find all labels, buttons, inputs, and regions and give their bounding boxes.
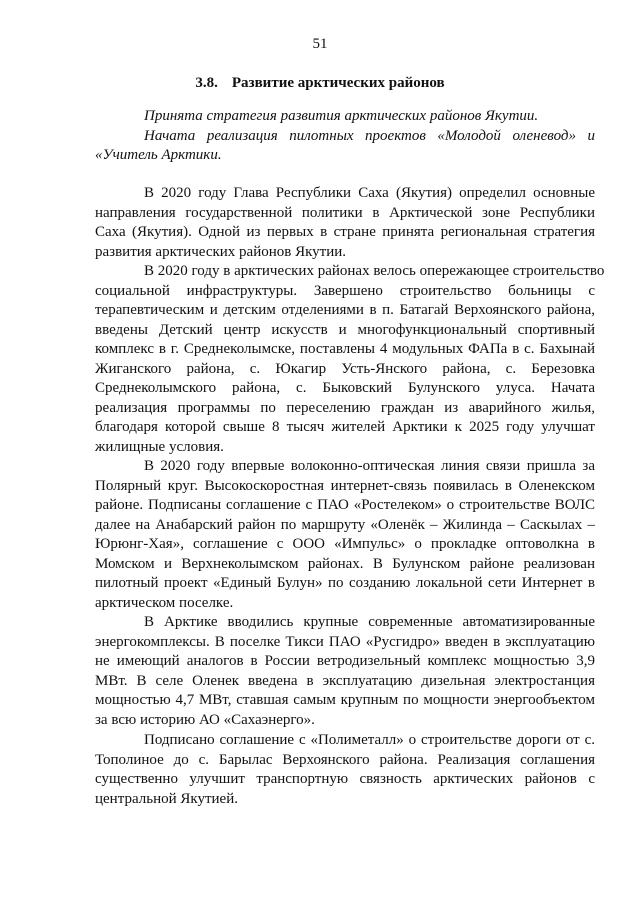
paragraph-line: существенно улучшит транспортную связность арктических районов с <box>95 771 595 787</box>
paragraph-line: Подписано соглашение с «Полиметалл» о строительстве дороги от с. <box>144 732 595 748</box>
paragraph-line: Саха (Якутия). Одной из первых в стране принята региональная стратегия <box>95 224 595 240</box>
summary-line: Принята стратегия развития арктических районов Якутии. <box>144 108 539 124</box>
paragraph-line: социальной инфраструктуры. Завершено строительство больницы с <box>95 282 595 299</box>
paragraph-line: развития арктических районов Якутии. <box>95 243 347 260</box>
page-number: 51 <box>312 36 328 52</box>
section-summary <box>95 107 595 166</box>
paragraph-line: Полярный круг. Высокоскоростная интернет-связь появилась в Оленекском <box>95 477 595 494</box>
paragraph-line: В Арктике вводились крупные современные автоматизированные <box>144 614 595 630</box>
paragraph-line: В 2020 году впервые волоконно-оптическая линия связи пришла за <box>144 458 595 474</box>
paragraph-line: энергокомплексы. В поселке Тикси ПАО «Русгидро» введен в эксплуатацию <box>95 633 595 650</box>
section-heading <box>0 75 640 92</box>
paragraph-line: В 2020 году Глава Республики Саха (Якутия) определил основные <box>144 185 595 201</box>
summary-line: Начата реализация пилотных проектов «Молодой оленевод» и <box>144 127 595 144</box>
paragraph-line: Юрюнг-Хая», соглашение с ООО «Импульс» о прокладке оптоволкна в <box>95 536 595 552</box>
section-number: 3.8. <box>195 75 218 91</box>
paragraph-line: Момском и Верхнеколымском районах. В Булунском районе реализован <box>95 555 595 572</box>
paragraph-line: за всю историю АО «Сахаэнерго». <box>95 711 315 728</box>
paragraph-line: Среднеколымского района, с. Быковский Булунского улуса. Начата <box>95 380 595 396</box>
paragraph-line: терапевтическим и детским отделениями в п. Батагай Верхоянского района, <box>95 302 595 318</box>
paragraph-energy <box>95 613 595 730</box>
paragraph-line: благодаря которой свыше 8 тысяч жителей Арктики к 2025 году улучшат <box>95 419 595 435</box>
paragraph-line: мощностью 4,7 МВт, ставшая самым крупным по мощности энергообъектом <box>95 692 595 708</box>
paragraph-line: Тополиное до с. Барылас Верхоянского района. Реализация соглашения <box>95 751 595 768</box>
paragraph-line: направления государственной политики в Арктической зоне Республики <box>95 204 595 221</box>
summary-line: «Учитель Арктики. <box>95 147 222 163</box>
paragraph-line: В 2020 году в арктических районах велось опережающее строительство <box>144 263 605 279</box>
paragraph-road <box>95 731 595 809</box>
paragraph-line: комплекс в г. Среднеколымске, поставлены 4 модульных ФАПа в с. Бахынай <box>95 341 595 357</box>
paragraph-line: центральной Якутией. <box>95 790 238 807</box>
paragraph-line: Жиганского района, с. Юкагир Усть-Янского района, с. Березовка <box>95 360 595 377</box>
paragraph-line: не имеющий аналогов в России ветродизельный комплекс мощностью 3,9 <box>95 653 595 669</box>
paragraph-line: далее на Анабарский район по маршруту «Оленёк – Жилинда – Саскылах – <box>95 516 595 533</box>
paragraph-line: пилотный проект «Единый Булун» по созданию локальной сети Интернет в <box>95 575 595 591</box>
paragraph-line: МВт. В селе Оленек введена в эксплуатацию дизельная электростанция <box>95 672 595 689</box>
paragraph-line: реализация программы по переселению граждан из аварийного жилья, <box>95 399 595 416</box>
paragraph-line: введены Детский центр искусств и многофункциональный спортивный <box>95 321 595 338</box>
paragraph-internet <box>95 457 595 613</box>
paragraph-line: районе. Подписаны соглашение с ПАО «Ростелеком» о строительстве ВОЛС <box>95 497 595 513</box>
paragraph-line: арктическом поселке. <box>95 594 234 611</box>
paragraph-infrastructure <box>95 262 605 457</box>
paragraph-strategy <box>95 184 595 262</box>
paragraph-line: жилищные условия. <box>95 438 224 455</box>
section-title: Развитие арктических районов <box>231 75 445 91</box>
